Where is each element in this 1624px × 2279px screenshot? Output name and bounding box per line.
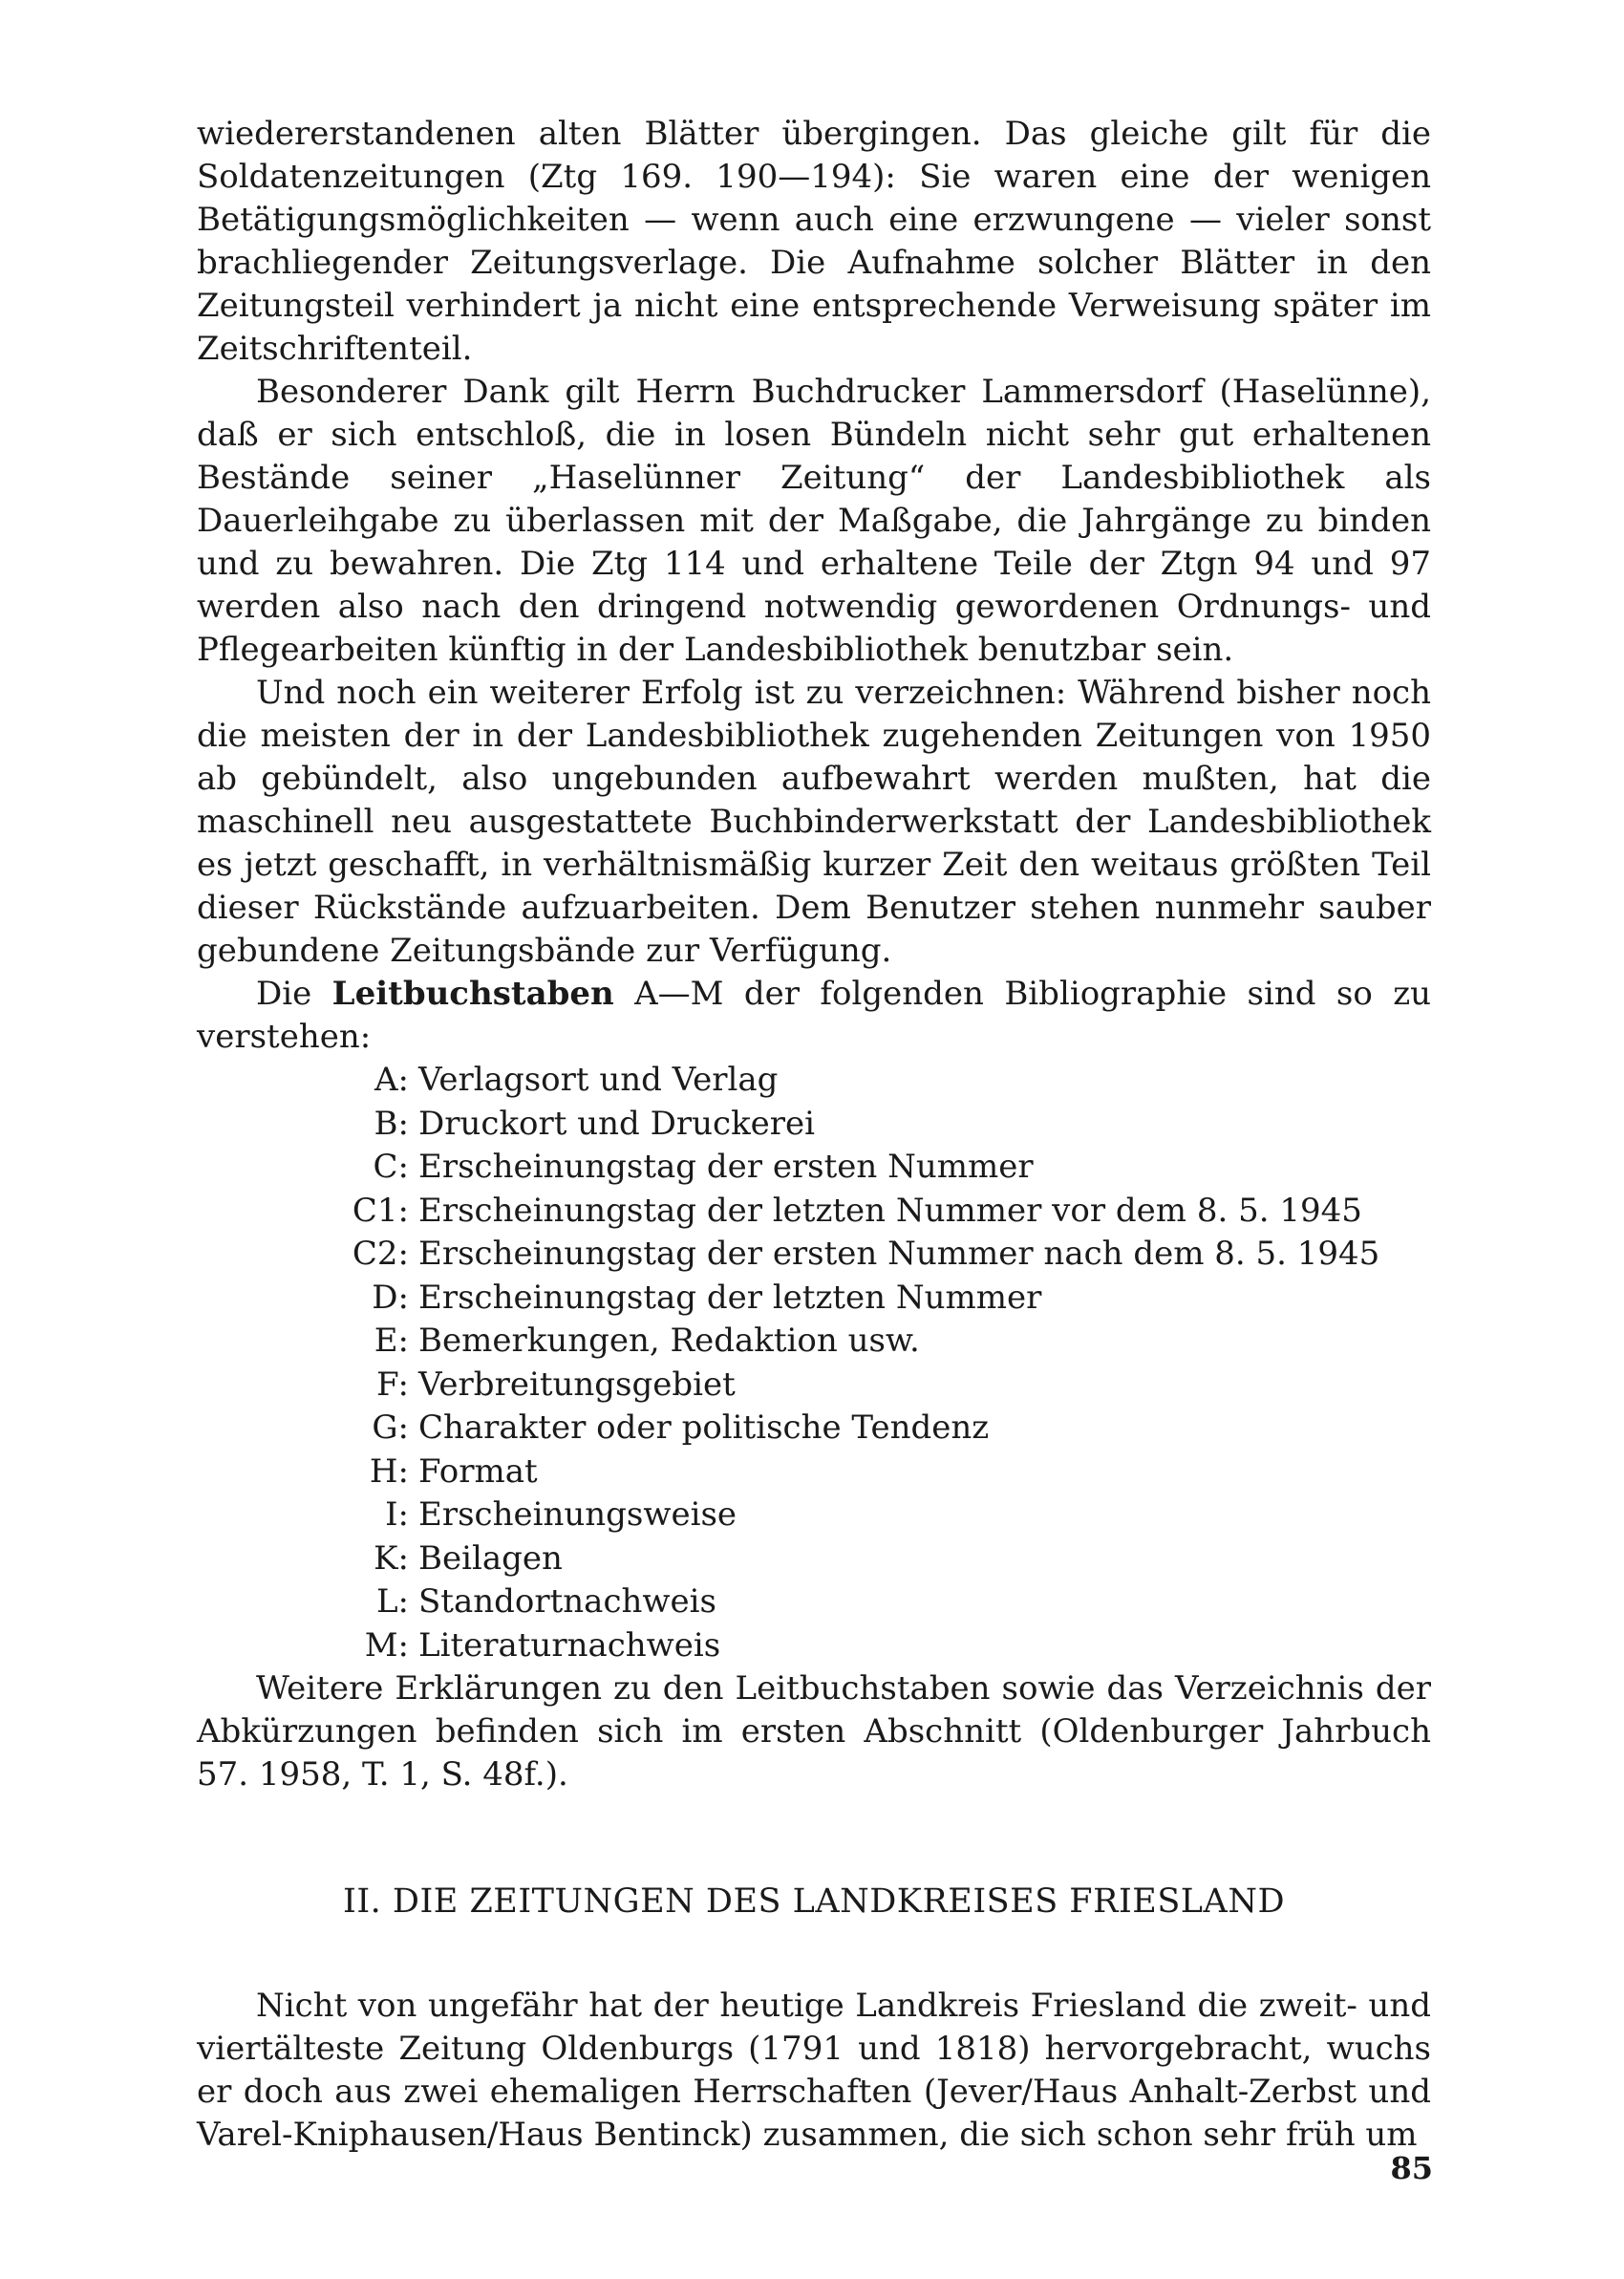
leitbuchstabe-letter: G: bbox=[372, 1408, 409, 1447]
leitbuchstabe-row bbox=[197, 1103, 1431, 1147]
leitbuchstabe-letter: C2: bbox=[352, 1235, 409, 1273]
leitbuchstabe-description: Literaturnachweis bbox=[418, 1625, 721, 1665]
leitbuchstabe-letter: E: bbox=[374, 1322, 409, 1360]
intro-before: Die bbox=[256, 975, 332, 1013]
document-page bbox=[197, 113, 1431, 2157]
intro-bold-term: Leitbuchstaben bbox=[331, 975, 614, 1013]
leitbuchstabe-description: Erscheinungstag der letzten Nummer vor dem 8. 5. 1945 bbox=[418, 1191, 1362, 1230]
leitbuchstabe-row bbox=[197, 1451, 1431, 1494]
paragraph-soldatenzeitungen: wiedererstandenen alten Blätter übergingen. Das gleiche gilt für die Soldatenzeitungen (Ztg 169. 190—194): Sie waren eine der wenigen Betätigungsmöglichkeiten — wenn auch eine erzwungene — vieler sonst brachliegender Zeitungsverlage. Die Aufnahme solcher Blätter in den Zeitungsteil verhindert ja nicht eine entsprechende Verweisung später im Zeitschriftenteil. bbox=[197, 115, 1431, 368]
leitbuchstabe-row bbox=[197, 1624, 1431, 1668]
leitbuchstabe-row bbox=[197, 1146, 1431, 1190]
leitbuchstabe-letter: A: bbox=[374, 1061, 409, 1099]
leitbuchstabe-letter: K: bbox=[374, 1538, 409, 1578]
paragraph-landkreis-friesland: Nicht von ungefähr hat der heutige Landkreis Friesland die zweit- und viertälteste Zeitung Oldenburgs (1791 und 1818) hervorgebracht, wuchs er doch aus zwei ehemaligen Herrschaften (Jever/Haus Anhalt-Zerbst und Varel-Kniphausen/Haus Bentinck) zusammen, die sich schon sehr früh um bbox=[197, 1987, 1431, 2154]
intro-after: A—M der folgenden Bibliographie sind so zu verstehen: bbox=[197, 975, 1432, 1056]
paragraph-buchbinderwerkstatt: Und noch ein weiterer Erfolg ist zu verzeichnen: Während bisher noch die meisten der in der Landesbibliothek zugehenden Zeitungen von 1950 ab gebündelt, also ungebunden aufbewahrt werden mußten, hat die maschinell neu ausgestattete Buchbinderwerkstatt der Landesbibliothek es jetzt geschafft, in verhältnismäßig kurzer Zeit den weitaus größten Teil dieser Rückstände aufzuarbeiten. Dem Benutzer stehen nunmehr sauber gebundene Zeitungsbände zur Verfügung. bbox=[197, 674, 1431, 970]
leitbuchstabe-row bbox=[197, 1364, 1431, 1408]
leitbuchstabe-letter: F: bbox=[376, 1365, 409, 1404]
leitbuchstabe-description: Erscheinungsweise bbox=[418, 1495, 737, 1534]
leitbuchstabe-letter: D: bbox=[372, 1278, 409, 1317]
leitbuchstabe-row bbox=[197, 1233, 1431, 1277]
leitbuchstabe-letter: C: bbox=[373, 1148, 409, 1186]
leitbuchstabe-letter: L: bbox=[375, 1582, 409, 1621]
leitbuchstabe-description: Bemerkungen, Redaktion usw. bbox=[418, 1322, 920, 1360]
leitbuchstabe-description: Charakter oder politische Tendenz bbox=[418, 1408, 990, 1447]
section-heading: II. DIE ZEITUNGEN DES LANDKREISES FRIESLAND bbox=[343, 1882, 1285, 1921]
leitbuchstabe-description: Verbreitungsgebiet bbox=[418, 1365, 736, 1404]
leitbuchstabe-description: Erscheinungstag der ersten Nummer bbox=[418, 1148, 1034, 1186]
leitbuchstabe-description: Erscheinungstag der letzten Nummer bbox=[418, 1278, 1042, 1317]
paragraph-weitere-erklaerungen: Weitere Erklärungen zu den Leitbuchstaben sowie das Verzeichnis der Abkürzungen befinden sich im ersten Abschnitt (Oldenburger Jahrbuch 57. 1958, T. 1, S. 48f.). bbox=[197, 1669, 1431, 1794]
leitbuchstabe-description: Druckort und Druckerei bbox=[418, 1104, 816, 1143]
leitbuchstabe-letter: C1: bbox=[352, 1191, 409, 1230]
leitbuchstabe-description: Beilagen bbox=[418, 1538, 563, 1578]
leitbuchstabe-row bbox=[197, 1059, 1431, 1103]
leitbuchstabe-letter: B: bbox=[374, 1104, 409, 1143]
leitbuchstabe-row bbox=[197, 1407, 1431, 1451]
leitbuchstabe-row bbox=[197, 1320, 1431, 1364]
paragraph-leitbuchstaben-intro bbox=[197, 973, 1431, 1059]
leitbuchstaben-list bbox=[197, 1059, 1431, 1667]
page-number: 85 bbox=[1390, 2150, 1433, 2186]
leitbuchstabe-letter: I: bbox=[385, 1495, 409, 1534]
leitbuchstabe-description: Erscheinungstag der ersten Nummer nach dem 8. 5. 1945 bbox=[418, 1235, 1380, 1273]
leitbuchstabe-row bbox=[197, 1537, 1431, 1581]
leitbuchstabe-letter: H: bbox=[369, 1451, 409, 1491]
leitbuchstabe-description: Verlagsort und Verlag bbox=[418, 1061, 779, 1099]
leitbuchstabe-row bbox=[197, 1190, 1431, 1234]
leitbuchstabe-row bbox=[197, 1580, 1431, 1624]
leitbuchstabe-letter: M: bbox=[364, 1625, 409, 1665]
leitbuchstabe-description: Standortnachweis bbox=[418, 1582, 716, 1621]
leitbuchstabe-row bbox=[197, 1277, 1431, 1321]
leitbuchstabe-description: Format bbox=[418, 1451, 538, 1491]
leitbuchstabe-row bbox=[197, 1494, 1431, 1537]
paragraph-haseluenne: Besonderer Dank gilt Herrn Buchdrucker Lammersdorf (Haselünne), daß er sich entschloß, die in losen Bündeln nicht sehr gut erhaltenen Bestände seiner „Haselünner Zeitung“ der Landesbibliothek als Dauerleihgabe zu überlassen mit der Maßgabe, die Jahrgänge zu binden und zu bewahren. Die Ztg 114 und erhaltene Teile der Ztgn 94 und 97 werden also nach den dringend notwendig gewordenen Ordnungs- und Pflegearbeiten künftig in der Landesbibliothek benutzbar sein. bbox=[197, 373, 1431, 669]
